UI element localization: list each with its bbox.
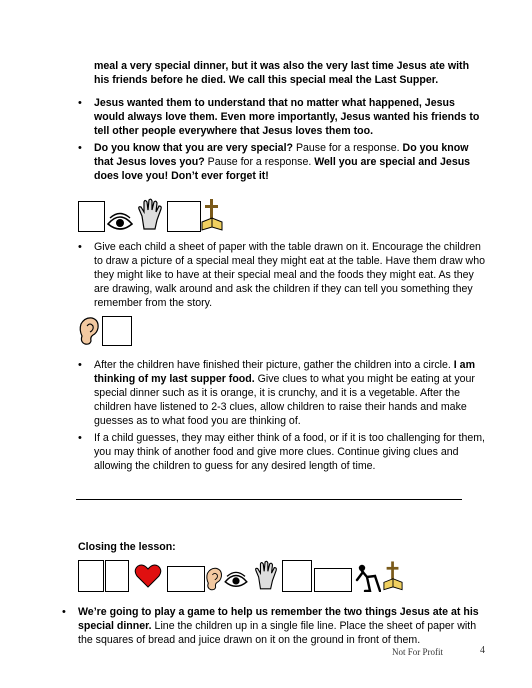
closing-heading: Closing the lesson:	[78, 541, 176, 553]
page-number: 4	[480, 645, 485, 656]
blank-square	[78, 560, 104, 592]
blank-square	[314, 568, 352, 592]
ear-icon	[78, 316, 100, 346]
picture-icon-row-1	[78, 198, 223, 232]
bullet: •	[78, 142, 82, 154]
picture-icon-row-2	[78, 316, 132, 346]
picture-icon-row-3	[78, 560, 403, 592]
blank-square	[282, 560, 312, 592]
paragraph-guessing-game: After the children have finished their picture, gather the children into a circle. I am thinking of my last supper food. Give clues to what you might be eating at your special dinner such as it is orange, it is crunchy, and it is a vegetable. After the children have listened to 2-3 clues, allow children to raise their hands and make guesses as to what food you are thinking of.	[94, 359, 475, 427]
paragraph-special-question: Do you know that you are very special? Pause for a response. Do you know that Jesus loves you? Pause for a response. Well you are special and Jesus does love you! Don’t ever forget it!	[94, 142, 471, 182]
person-kneeling-icon	[355, 564, 381, 592]
paragraph-jesus-love: Jesus wanted them to understand that no matter what happened, Jesus would always love them. Even more importantly, Jesus wanted his friends to tell other people everywhere that Jesus loves them too.	[94, 97, 480, 137]
heart-icon	[134, 564, 162, 588]
bullet: •	[78, 97, 82, 109]
blank-square	[78, 201, 105, 232]
blank-square	[105, 560, 129, 592]
eye-icon	[224, 571, 248, 589]
blank-square	[102, 316, 132, 346]
ear-icon	[205, 566, 223, 592]
paragraph-closing-game: We’re going to play a game to help us remember the two things Jesus ate at his special dinner. Line the children up in a single file line. Place the sheet of paper with the squares of bread and juice drawn on it on the ground in front of them.	[78, 606, 479, 646]
bible-cross-icon	[201, 198, 223, 232]
paragraph-last-supper-intro: meal a very special dinner, but it was also the very last time Jesus ate with his friends before he died. We call this special meal the Last Supper.	[94, 60, 470, 86]
bullet: •	[78, 359, 82, 371]
blank-square	[167, 566, 205, 592]
hand-icon	[254, 560, 278, 590]
eye-icon	[107, 212, 133, 232]
divider-line	[76, 499, 462, 500]
bullet: •	[78, 432, 82, 444]
paragraph-child-guesses: If a child guesses, they may either think of a food, or if it is too challenging for them, you may think of another food and give more clues. Continue giving clues and allowing the children to guess for any desired length of time.	[94, 432, 485, 472]
paragraph-draw-meal: Give each child a sheet of paper with the table drawn on it. Encourage the children to draw a picture of a special meal they might eat at the table. Have them draw who they might like to have at their special meal and the foods they might eat. As they are drawing, walk around and ask the children if they can tell you something they remember from the story.	[94, 241, 485, 309]
blank-square	[167, 201, 201, 232]
bible-cross-icon	[383, 560, 403, 592]
bullet: •	[62, 606, 66, 618]
hand-icon	[137, 198, 163, 230]
footer-text: Not For Profit	[392, 647, 444, 657]
bullet: •	[78, 241, 82, 253]
